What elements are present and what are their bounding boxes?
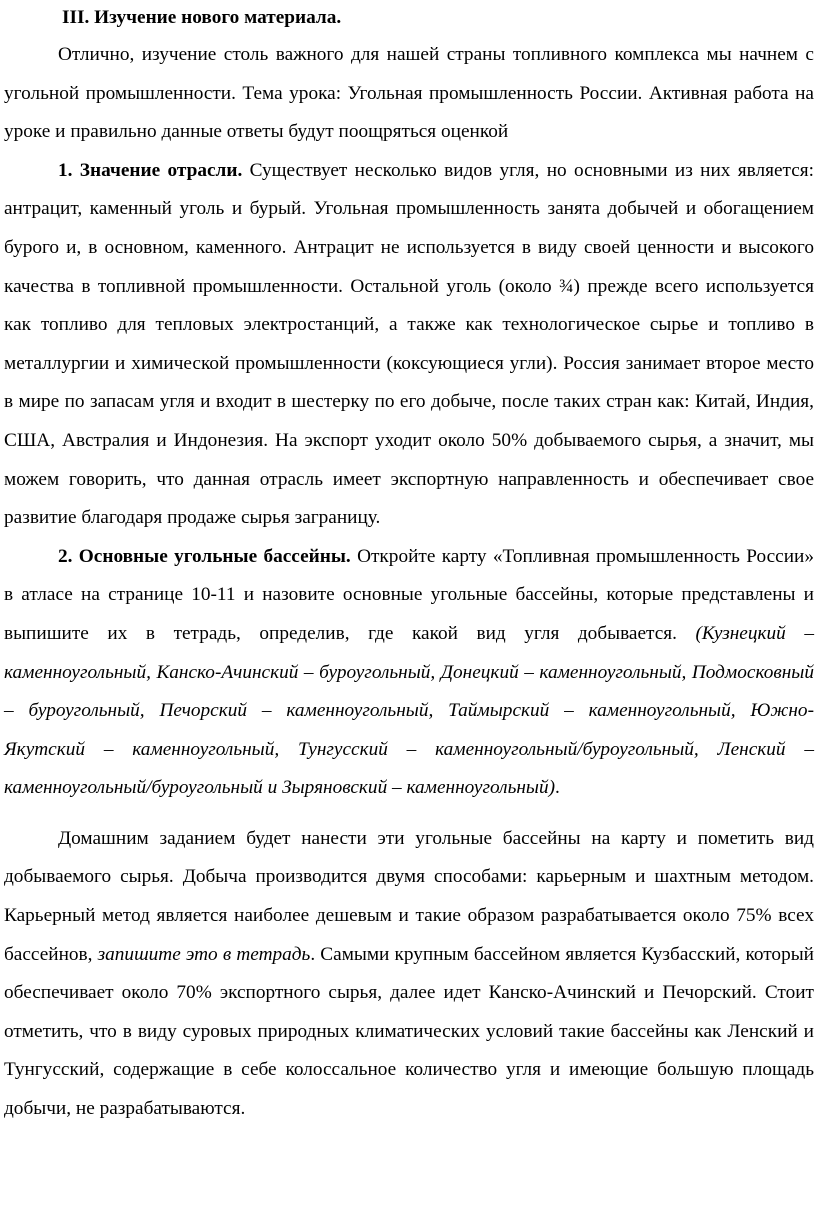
homework-paragraph bbox=[4, 820, 814, 1129]
point2-title: 2. Основные угольные бассейны. bbox=[58, 545, 351, 567]
point2-paragraph bbox=[4, 538, 814, 808]
point1-text: Существует несколько видов угля, но основными из них является: антрацит, каменный уголь и бурый. Угольная промышленность занята добычей и обогащением бурого и, в основном, каменного. Антрацит не используется в виду своей ценности и высокого качества в топливной промышленности. Остальной уголь (около ¾) прежде всего используется как топливо для тепловых электростанций, а также как технологическое сырье и топливо в металлургии и химической промышленности (коксующиеся угли). Россия занимает второе место в мире по запасам угля и входит в шестерку по его добыче, после таких стран как: Китай, Индия, США, Австралия и Индонезия. На экспорт уходит около 50% добываемого сырья, а значит, мы можем говорить, что данная отрасль имеет экспортную направленность и обеспечивает свое развитие благодаря продаже сырья заграницу. bbox=[4, 159, 814, 529]
point2-end: . bbox=[555, 777, 560, 799]
point1-paragraph bbox=[4, 152, 814, 538]
point2-text: Откройте карту «Топливная промышленность России» в атласе на странице 10-11 и назовите основные угольные бассейны, которые представлены и выпишите их в тетрадь, определив, где какой вид угля добывается. bbox=[4, 545, 814, 644]
paragraph-gap bbox=[4, 808, 814, 820]
point1-title: 1. Значение отрасли. bbox=[58, 159, 243, 181]
intro-paragraph: Отлично, изучение столь важного для нашей страны топливного комплекса мы начнем с угольной промышленности. Тема урока: Угольная промышленность России. Активная работа на уроке и правильно данные ответы будут поощряться оценкой bbox=[4, 44, 814, 143]
homework-text-before: Домашним заданием будет нанести эти угольные бассейны на карту и пометить вид добываемого сырья. Добыча производится двумя способами: карьерным и шахтным методом. Карьерный метод является наиболее дешевым и такие образом разрабатывается около 75% всех бассейнов, bbox=[4, 827, 814, 965]
coal-basins-list: (Кузнецкий – каменноугольный, Канско-Ачинский – буроугольный, Донецкий – каменноугольный, Подмосковный – буроугольный, Печорский – каменноугольный, Таймырский – каменноугольный, Южно-Якутский – каменноугольный, Тунгусский – каменноугольный/буроугольный, Ленский – каменноугольный/буроугольный и Зыряновский – каменноугольный) bbox=[4, 622, 814, 799]
homework-text-after: . Самыми крупным бассейном является Кузбасский, который обеспечивает около 70% экспортного сырья, далее идет Канско-Ачинский и Печорский. Стоит отметить, что в виду суровых природных климатических условий такие бассейны как Ленский и Тунгусский, содержащие в себе колоссальное количество угля и имеющие большую площадь добычи, не разрабатываются. bbox=[4, 943, 814, 1120]
homework-italic-note: запишите это в тетрадь bbox=[97, 943, 311, 965]
section-title: III. Изучение нового материала. bbox=[62, 7, 342, 28]
